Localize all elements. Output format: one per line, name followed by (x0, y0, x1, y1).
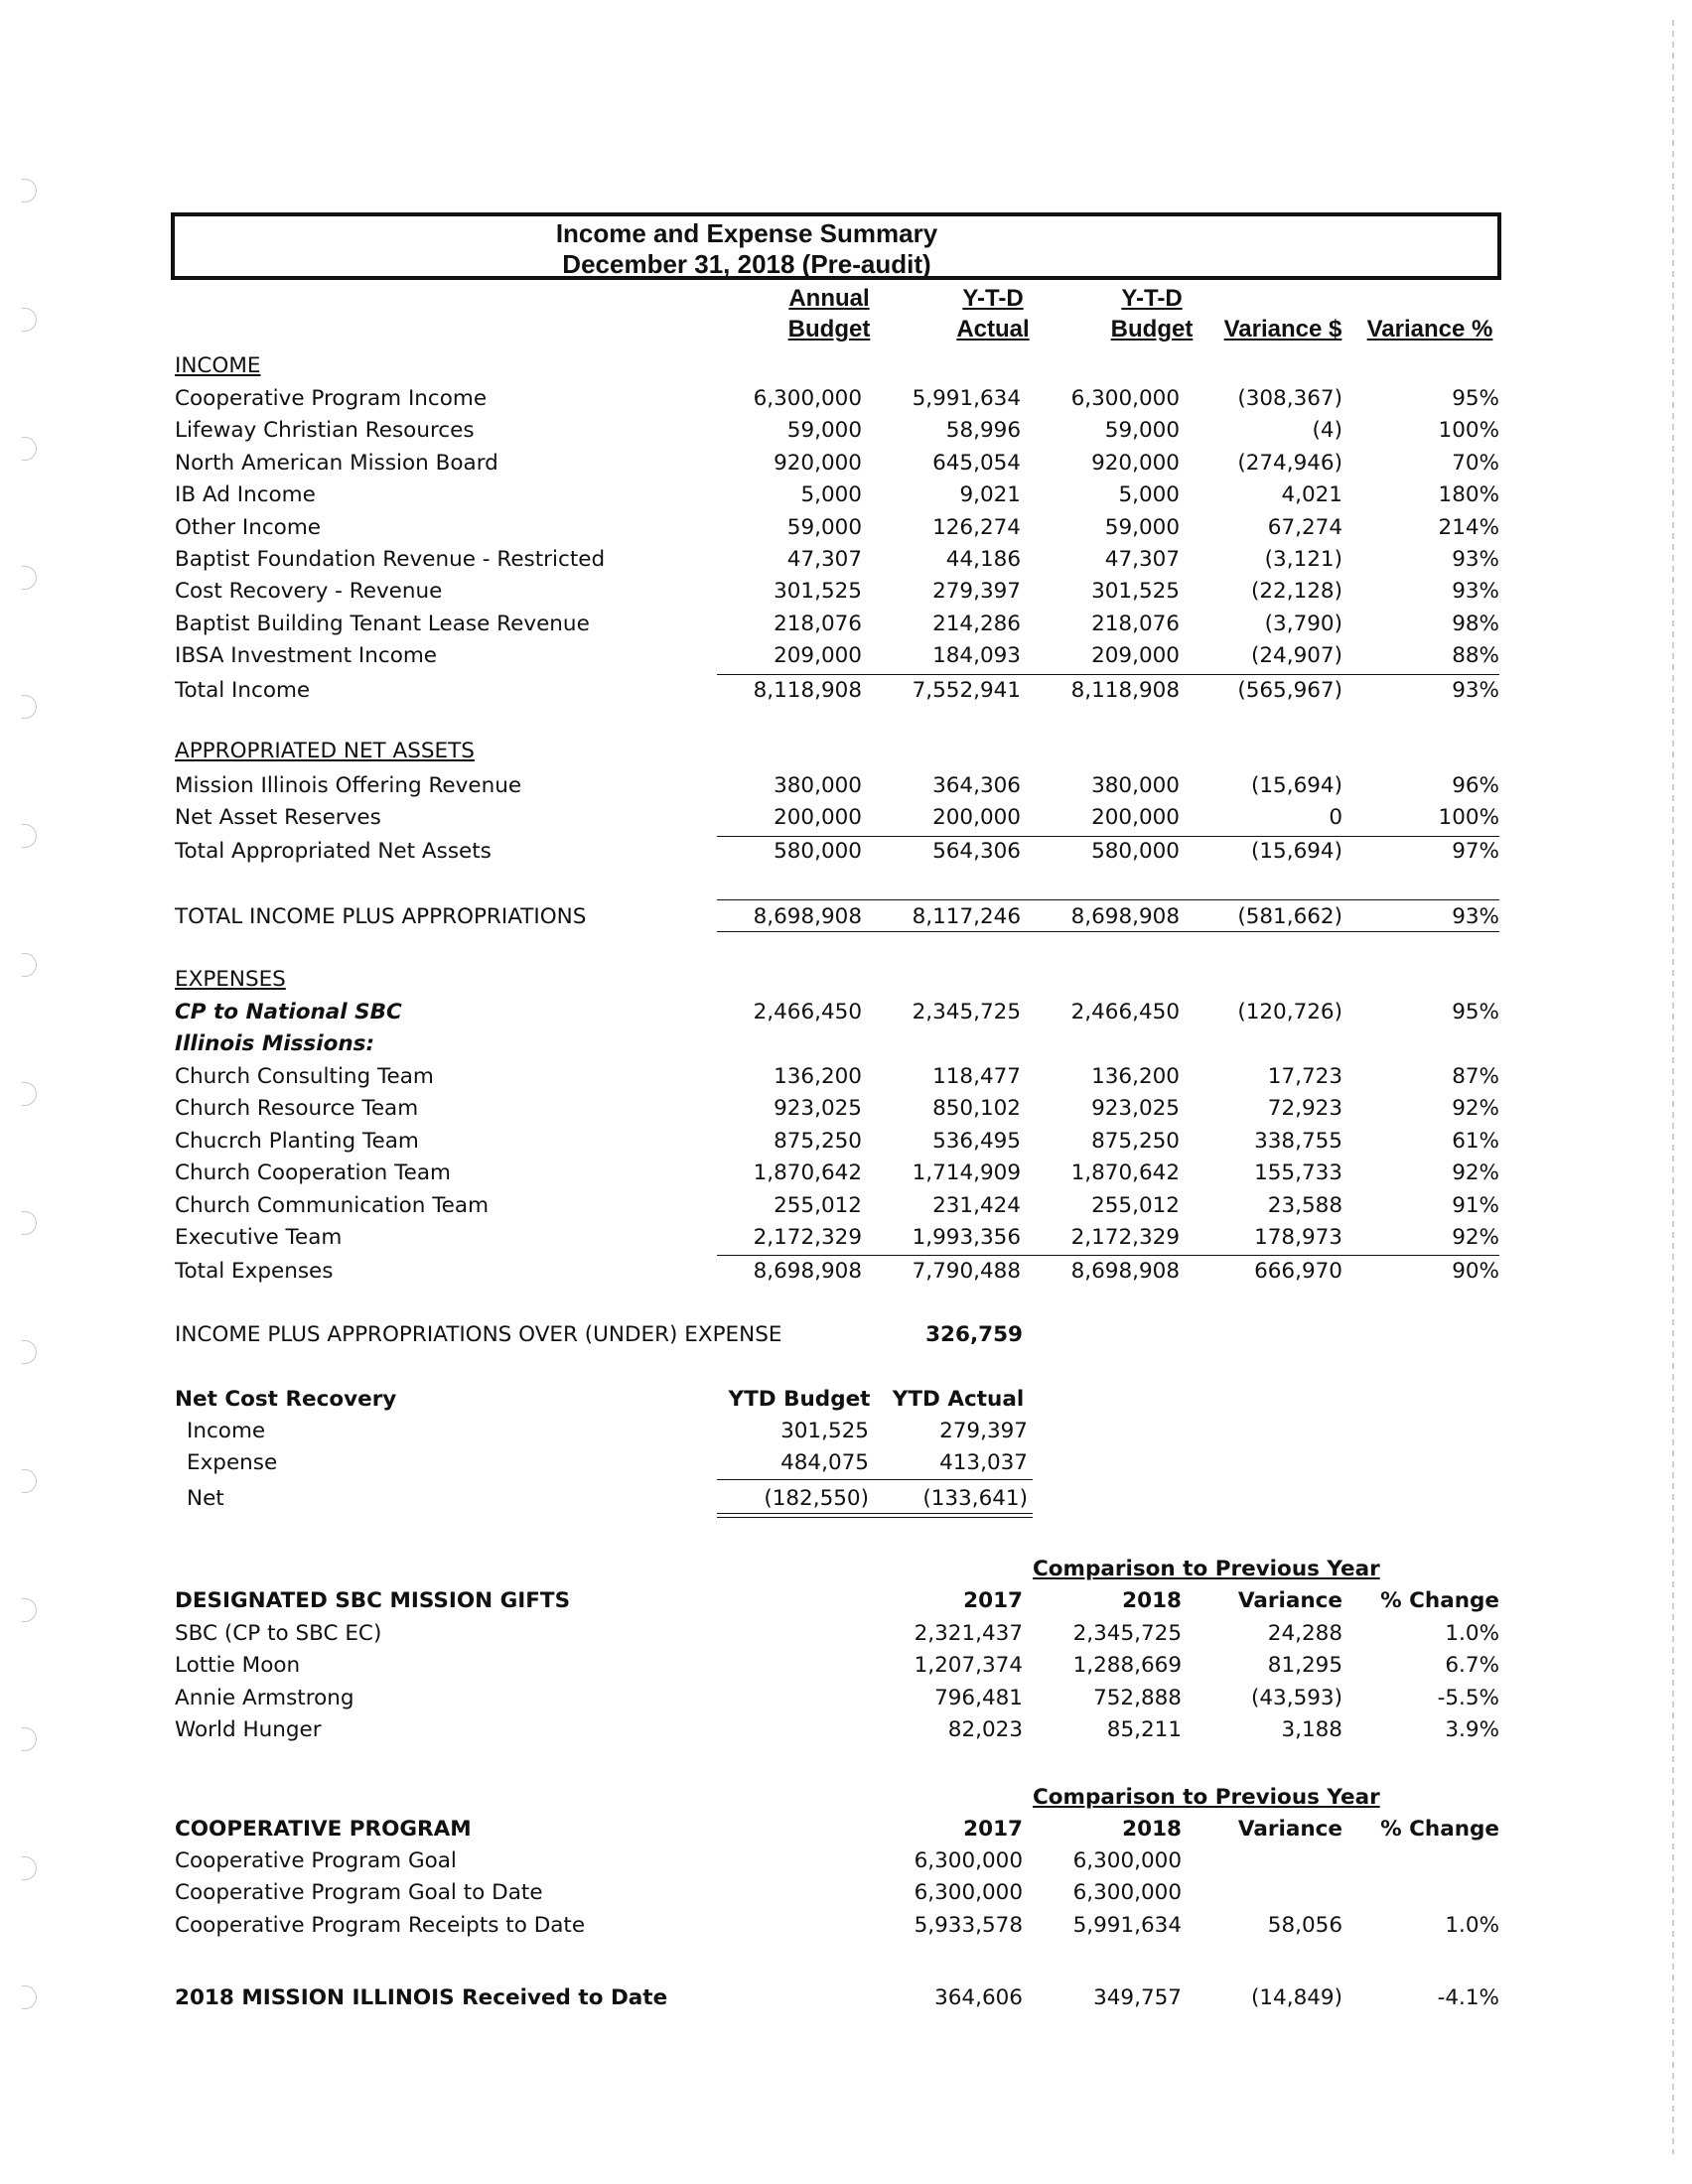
variance-percent-value: 97% (1452, 839, 1499, 864)
variance-percent-value: 92% (1452, 1160, 1499, 1186)
coop-col-variance: Variance (1237, 1817, 1342, 1842)
row-label: CP to National SBC (175, 1000, 402, 1024)
row-label: Other Income (175, 514, 321, 540)
ytd-budget-value: 200,000 (1091, 805, 1180, 831)
ytd-budget-value: 6,300,000 (1070, 386, 1180, 411)
ytd-budget-value: 875,250 (1091, 1128, 1180, 1154)
ytd-budget-value: 2,172,329 (1070, 1225, 1180, 1250)
ytd-budget-value: 1,870,642 (1070, 1160, 1180, 1186)
ytd-budget-value: 209,000 (1091, 643, 1180, 669)
variance-value: 3,188 (1281, 1717, 1342, 1743)
variance-amount-value: 4,021 (1281, 482, 1342, 508)
year-2018-value: 6,300,000 (1072, 1880, 1182, 1906)
mission-illinois-2018: 349,757 (1093, 1985, 1182, 2010)
ytd-actual-value: 1,714,909 (912, 1160, 1021, 1186)
annual-budget-value: 8,698,908 (753, 904, 862, 929)
year-2018-value: 6,300,000 (1072, 1848, 1182, 1873)
designated-col-2017: 2017 (963, 1588, 1023, 1613)
ytd-actual-value: 200,000 (932, 805, 1021, 831)
ytd-actual-value: 850,102 (932, 1096, 1021, 1122)
ytd-budget-value: 2,466,450 (1070, 1000, 1180, 1024)
ytd-actual-value: 564,306 (932, 839, 1021, 864)
variance-amount-value: 67,274 (1267, 514, 1342, 540)
variance-amount-value: (15,694) (1250, 839, 1342, 864)
percent-change-value: -5.5% (1437, 1685, 1499, 1710)
ytd-budget-value: 8,118,908 (1070, 678, 1180, 703)
ytd-actual-value: 8,117,246 (912, 904, 1021, 929)
col-annual-1: Annual (788, 285, 870, 312)
variance-percent-value: 93% (1452, 904, 1499, 929)
ytd-actual-value: 645,054 (932, 450, 1021, 476)
ncr-actual-value: 279,397 (939, 1419, 1028, 1443)
variance-value: 81,295 (1267, 1653, 1342, 1679)
year-2017-value: 6,300,000 (914, 1848, 1023, 1873)
ytd-actual-value: 126,274 (932, 514, 1021, 540)
variance-amount-value: 155,733 (1254, 1160, 1342, 1186)
ytd-actual-value: 364,306 (932, 773, 1021, 798)
annual-budget-value: 1,870,642 (753, 1160, 862, 1186)
row-label: Baptist Foundation Revenue - Restricted (175, 547, 606, 572)
ytd-budget-value: 8,698,908 (1070, 1259, 1180, 1284)
ytd-actual-value: 184,093 (932, 643, 1021, 669)
ytd-budget-value: 920,000 (1091, 450, 1180, 476)
ytd-budget-value: 923,025 (1091, 1096, 1180, 1122)
year-2017-value: 6,300,000 (914, 1880, 1023, 1906)
annual-budget-value: 8,698,908 (753, 1259, 862, 1284)
row-label: Net Asset Reserves (175, 805, 381, 831)
variance-amount-value: (565,967) (1237, 678, 1342, 703)
variance-percent-value: 95% (1452, 1000, 1499, 1024)
mission-illinois-label: 2018 MISSION ILLINOIS Received to Date (175, 1985, 668, 2010)
row-label: Total Expenses (175, 1259, 334, 1284)
variance-amount-value: (274,946) (1237, 450, 1342, 476)
row-label: Lottie Moon (175, 1653, 301, 1679)
variance-percent-value: 92% (1452, 1225, 1499, 1250)
over-under-value: 326,759 (925, 1322, 1023, 1347)
ytd-budget-value: 580,000 (1091, 839, 1180, 864)
annual-budget-value: 8,118,908 (753, 678, 862, 703)
col-ytd-actual-2: Actual (956, 316, 1030, 342)
row-label: TOTAL INCOME PLUS APPROPRIATIONS (175, 904, 587, 929)
annual-budget-value: 59,000 (786, 514, 862, 540)
col-ytd-budget-2: Budget (1110, 316, 1194, 342)
ytd-actual-value: 7,552,941 (912, 678, 1021, 703)
variance-percent-value: 95% (1452, 386, 1499, 411)
ncr-col-actual: YTD Actual (892, 1387, 1025, 1412)
designated-col-2018: 2018 (1122, 1588, 1182, 1613)
year-2017-value: 2,321,437 (914, 1621, 1023, 1646)
coop-col-pct: % Change (1380, 1817, 1499, 1842)
ytd-actual-value: 7,790,488 (912, 1259, 1021, 1284)
ytd-actual-value: 231,424 (932, 1192, 1021, 1218)
mission-illinois-variance: (14,849) (1250, 1985, 1342, 2010)
row-label: Church Cooperation Team (175, 1160, 451, 1186)
row-label: Chucrch Planting Team (175, 1128, 419, 1154)
row-label: Annie Armstrong (175, 1685, 354, 1710)
variance-percent-value: 87% (1452, 1064, 1499, 1089)
ytd-budget-value: 8,698,908 (1070, 904, 1180, 929)
ytd-budget-value: 47,307 (1104, 547, 1180, 572)
variance-amount-value: (581,662) (1237, 904, 1342, 929)
coop-col-2018: 2018 (1122, 1817, 1182, 1842)
grand-income-bottom-rule (717, 931, 1499, 932)
annual-budget-value: 200,000 (774, 805, 862, 831)
grand-income-top-rule (717, 899, 1499, 900)
ncr-budget-value: 484,075 (780, 1450, 869, 1476)
title-box (171, 212, 1501, 280)
annual-budget-value: 301,525 (774, 579, 862, 605)
percent-change-value: 6.7% (1445, 1653, 1499, 1679)
row-label: Cooperative Program Goal (175, 1848, 457, 1873)
variance-amount-value: 338,755 (1254, 1128, 1342, 1154)
annual-budget-value: 920,000 (774, 450, 862, 476)
row-label: Cooperative Program Income (175, 386, 488, 411)
row-label: Total Appropriated Net Assets (175, 839, 492, 864)
ytd-budget-value: 218,076 (1091, 611, 1180, 636)
annual-budget-value: 2,466,450 (753, 1000, 862, 1024)
ytd-budget-value: 59,000 (1104, 418, 1180, 444)
variance-percent-value: 70% (1452, 450, 1499, 476)
net-cost-recovery-heading: Net Cost Recovery (175, 1387, 397, 1412)
scan-edge-line (1672, 20, 1674, 2154)
ncr-col-budget: YTD Budget (728, 1387, 871, 1412)
ncr-actual-value: (133,641) (922, 1485, 1028, 1511)
row-label: SBC (CP to SBC EC) (175, 1621, 382, 1646)
variance-amount-value: (24,907) (1250, 643, 1342, 669)
variance-percent-value: 88% (1452, 643, 1499, 669)
percent-change-value: 1.0% (1445, 1912, 1499, 1938)
col-annual-2: Budget (787, 316, 871, 342)
ytd-actual-value: 279,397 (932, 579, 1021, 605)
coop-caption: Comparison to Previous Year (1033, 1785, 1380, 1810)
designated-col-pct: % Change (1380, 1588, 1499, 1613)
variance-percent-value: 98% (1452, 611, 1499, 636)
row-label: Cooperative Program Receipts to Date (175, 1912, 586, 1938)
annual-budget-value: 255,012 (774, 1192, 862, 1218)
expenses-heading: EXPENSES (175, 967, 286, 992)
annual-budget-value: 5,000 (800, 482, 862, 508)
year-2017-value: 82,023 (947, 1717, 1023, 1743)
row-label: World Hunger (175, 1717, 322, 1743)
annual-budget-value: 218,076 (774, 611, 862, 636)
expense-total-rule (717, 1255, 1499, 1256)
ytd-budget-value: 136,200 (1091, 1064, 1180, 1089)
mission-illinois-2017: 364,606 (934, 1985, 1023, 2010)
variance-percent-value: 96% (1452, 773, 1499, 798)
report-title: Income and Expense Summary (555, 218, 938, 248)
annual-budget-value: 2,172,329 (753, 1225, 862, 1250)
over-under-label: INCOME PLUS APPROPRIATIONS OVER (UNDER) EXPENSE (175, 1322, 782, 1347)
variance-value: 24,288 (1267, 1621, 1342, 1646)
row-label: Church Resource Team (175, 1096, 419, 1122)
variance-percent-value: 93% (1452, 547, 1499, 572)
coop-col-2017: 2017 (963, 1817, 1023, 1842)
appropriated-heading: APPROPRIATED NET ASSETS (175, 739, 475, 763)
ytd-budget-value: 380,000 (1091, 773, 1180, 798)
ytd-actual-value: 5,991,634 (912, 386, 1021, 411)
ytd-actual-value: 2,345,725 (912, 1000, 1021, 1024)
year-2018-value: 1,288,669 (1072, 1653, 1182, 1679)
mission-illinois-pct: -4.1% (1437, 1985, 1499, 2010)
ytd-actual-value: 536,495 (932, 1128, 1021, 1154)
row-label: Baptist Building Tenant Lease Revenue (175, 611, 590, 636)
row-label: Cooperative Program Goal to Date (175, 1880, 543, 1906)
year-2017-value: 796,481 (934, 1685, 1023, 1710)
ncr-budget-value: 301,525 (780, 1419, 869, 1443)
variance-percent-value: 93% (1452, 678, 1499, 703)
variance-percent-value: 93% (1452, 579, 1499, 605)
ncr-row-label: Net (187, 1485, 224, 1511)
percent-change-value: 1.0% (1445, 1621, 1499, 1646)
ytd-actual-value: 58,996 (945, 418, 1021, 444)
annual-budget-value: 923,025 (774, 1096, 862, 1122)
ncr-actual-value: 413,037 (939, 1450, 1028, 1476)
variance-amount-value: 72,923 (1267, 1096, 1342, 1122)
annual-budget-value: 380,000 (774, 773, 862, 798)
variance-value: 58,056 (1267, 1912, 1342, 1938)
variance-percent-value: 100% (1438, 418, 1499, 444)
annual-budget-value: 6,300,000 (753, 386, 862, 411)
ytd-actual-value: 214,286 (932, 611, 1021, 636)
variance-amount-value: (22,128) (1250, 579, 1342, 605)
annual-budget-value: 136,200 (774, 1064, 862, 1089)
variance-percent-value: 180% (1438, 482, 1499, 508)
annual-budget-value: 875,250 (774, 1128, 862, 1154)
income-heading: INCOME (175, 353, 261, 378)
variance-percent-value: 214% (1438, 514, 1499, 540)
ytd-budget-value: 255,012 (1091, 1192, 1180, 1218)
designated-col-variance: Variance (1237, 1588, 1342, 1613)
variance-amount-value: (4) (1312, 418, 1342, 444)
year-2017-value: 1,207,374 (914, 1653, 1023, 1679)
variance-percent-value: 61% (1452, 1128, 1499, 1154)
row-label: Church Communication Team (175, 1192, 490, 1218)
variance-percent-value: 91% (1452, 1192, 1499, 1218)
ncr-row-label: Income (187, 1419, 266, 1443)
row-label: IB Ad Income (175, 482, 316, 508)
report-date: December 31, 2018 (Pre-audit) (562, 249, 931, 279)
variance-amount-value: (3,121) (1264, 547, 1342, 572)
appropriated-total-rule (717, 836, 1499, 837)
col-ytd-budget-1: Y-T-D (1121, 285, 1183, 312)
ytd-actual-value: 44,186 (945, 547, 1021, 572)
ncr-row-label: Expense (187, 1450, 278, 1476)
row-label: IBSA Investment Income (175, 643, 438, 669)
ytd-actual-value: 9,021 (959, 482, 1021, 508)
variance-percent-value: 100% (1438, 805, 1499, 831)
variance-amount-value: 178,973 (1254, 1225, 1342, 1250)
scan-margin-marks (22, 60, 62, 2144)
row-label: Mission Illinois Offering Revenue (175, 773, 522, 798)
variance-value: (43,593) (1250, 1685, 1342, 1710)
coop-heading: COOPERATIVE PROGRAM (175, 1817, 472, 1842)
year-2018-value: 752,888 (1093, 1685, 1182, 1710)
ytd-actual-value: 1,993,356 (912, 1225, 1021, 1250)
variance-amount-value: (120,726) (1237, 1000, 1342, 1024)
annual-budget-value: 209,000 (774, 643, 862, 669)
annual-budget-value: 59,000 (786, 418, 862, 444)
col-variance-percent: Variance % (1366, 316, 1493, 342)
annual-budget-value: 580,000 (774, 839, 862, 864)
row-label: Total Income (175, 678, 311, 703)
year-2018-value: 85,211 (1106, 1717, 1182, 1743)
annual-budget-value: 47,307 (786, 547, 862, 572)
row-label: Lifeway Christian Resources (175, 418, 475, 444)
ytd-budget-value: 59,000 (1104, 514, 1180, 540)
year-2017-value: 5,933,578 (914, 1912, 1023, 1938)
variance-percent-value: 90% (1452, 1259, 1499, 1284)
variance-amount-value: 23,588 (1267, 1192, 1342, 1218)
income-total-rule (717, 674, 1499, 675)
designated-caption: Comparison to Previous Year (1033, 1557, 1380, 1581)
row-label: North American Mission Board (175, 450, 498, 476)
ytd-actual-value: 118,477 (932, 1064, 1021, 1089)
ytd-budget-value: 301,525 (1091, 579, 1180, 605)
col-variance-amount: Variance $ (1223, 316, 1342, 342)
variance-amount-value: 0 (1329, 805, 1342, 831)
variance-amount-value: (3,790) (1264, 611, 1342, 636)
variance-amount-value: 666,970 (1254, 1259, 1342, 1284)
variance-percent-value: 92% (1452, 1096, 1499, 1122)
variance-amount-value: (15,694) (1250, 773, 1342, 798)
designated-heading: DESIGNATED SBC MISSION GIFTS (175, 1588, 571, 1613)
percent-change-value: 3.9% (1445, 1717, 1499, 1743)
variance-amount-value: 17,723 (1267, 1064, 1342, 1089)
ncr-budget-value: (182,550) (764, 1485, 869, 1511)
row-label: Church Consulting Team (175, 1064, 434, 1089)
ytd-budget-value: 5,000 (1118, 482, 1180, 508)
ncr-double-rule (717, 1513, 1033, 1518)
year-2018-value: 2,345,725 (1072, 1621, 1182, 1646)
row-label: Executive Team (175, 1225, 343, 1250)
ncr-net-rule (717, 1479, 1033, 1480)
col-ytd-actual-1: Y-T-D (962, 285, 1024, 312)
row-label: Cost Recovery - Revenue (175, 579, 443, 605)
year-2018-value: 5,991,634 (1072, 1912, 1182, 1938)
variance-amount-value: (308,367) (1237, 386, 1342, 411)
illinois-missions-subheading: Illinois Missions: (175, 1031, 375, 1056)
